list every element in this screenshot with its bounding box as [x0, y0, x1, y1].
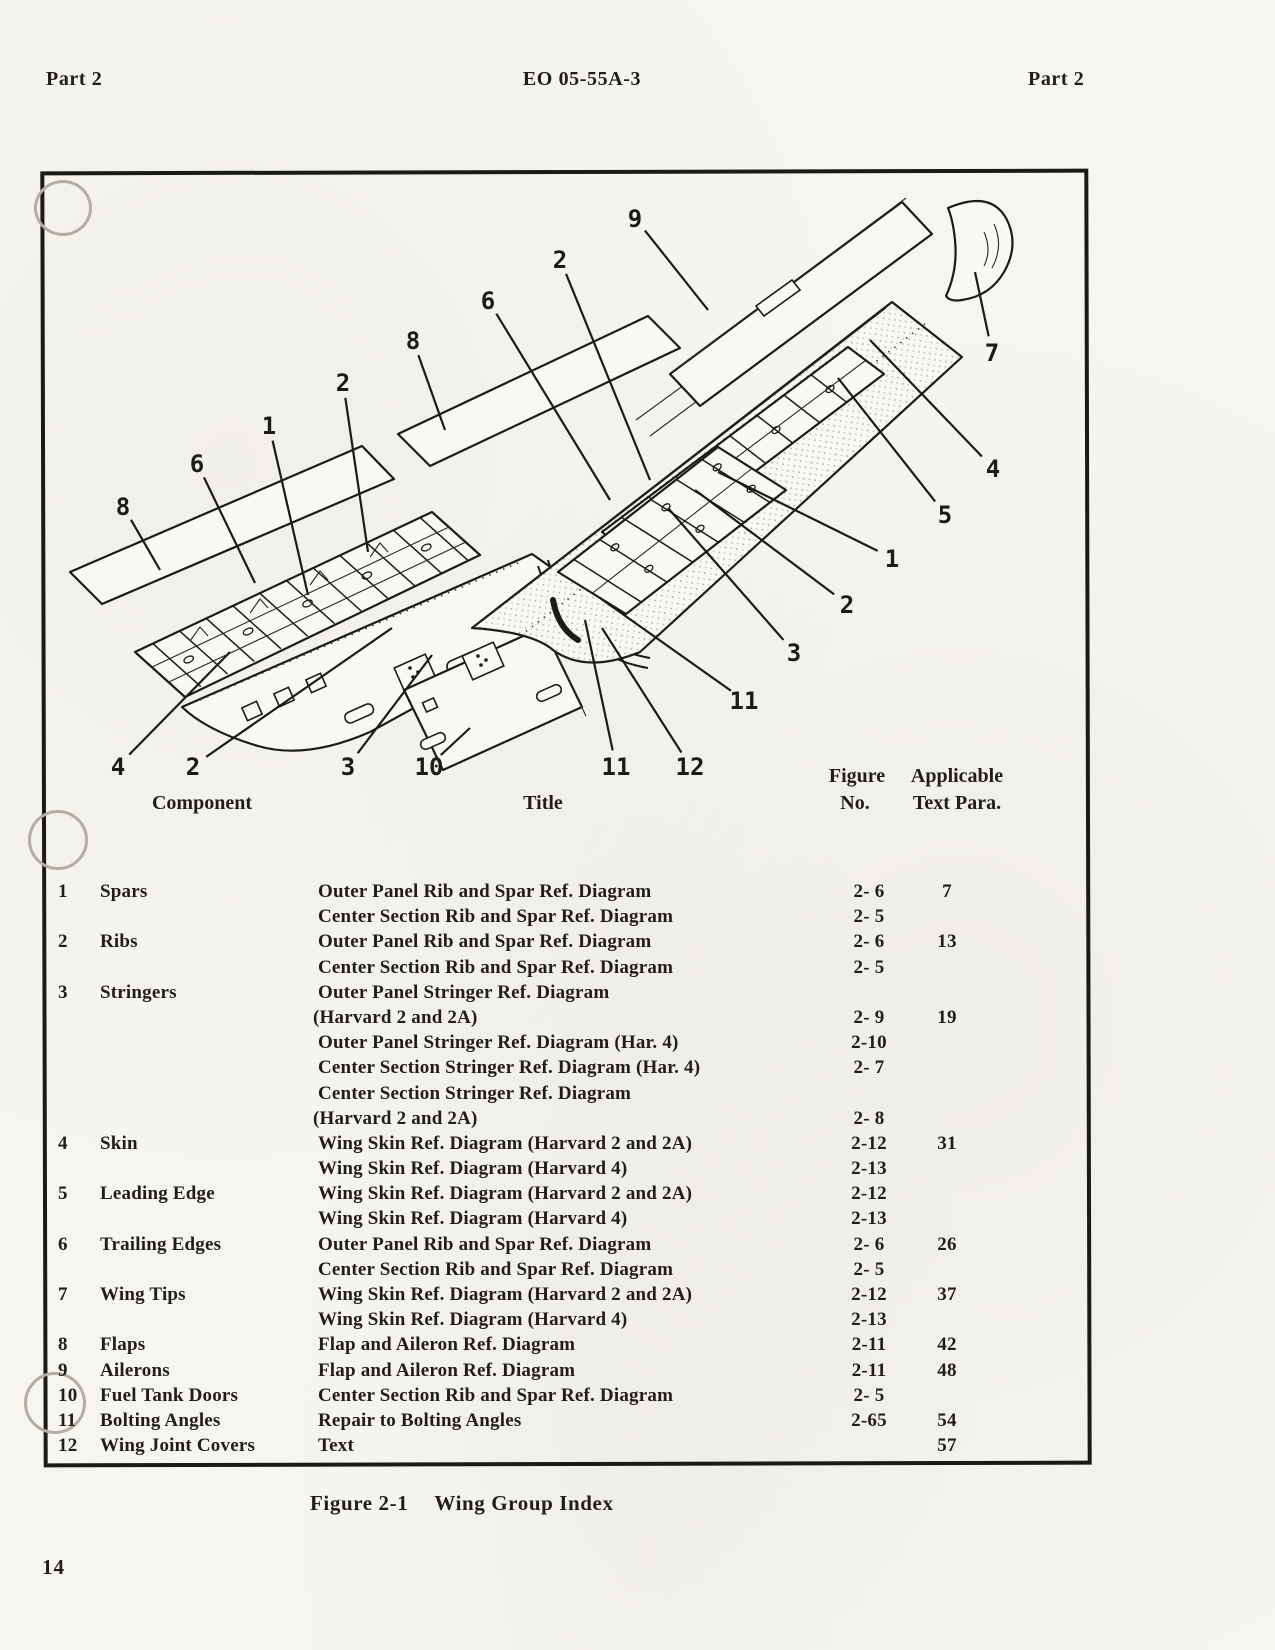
col-header-figure-line1: Figure — [828, 765, 886, 787]
callout-label: 6 — [189, 450, 205, 478]
cell-fig: 2-13 — [851, 1158, 887, 1180]
cell-num: 7 — [58, 1284, 68, 1305]
cell-para: 42 — [937, 1334, 957, 1356]
cell-fig: 2-10 — [851, 1032, 887, 1054]
cell-fig: 2- 6 — [853, 931, 885, 953]
table-row — [58, 906, 1028, 931]
figure-caption-title: Wing Group Index — [434, 1491, 614, 1515]
cell-fig: 2- 7 — [853, 1057, 885, 1079]
cell-title: Outer Panel Rib and Spar Ref. Diagram — [318, 931, 652, 953]
cell-title: Outer Panel Rib and Spar Ref. Diagram — [318, 881, 652, 902]
cell-para: 13 — [937, 931, 957, 953]
cell-comp: Spars — [100, 881, 148, 902]
col-header-para-line1: Applicable — [910, 765, 1004, 787]
cell-title: Repair to Bolting Angles — [318, 1409, 522, 1431]
cell-title: Center Section Rib and Spar Ref. Diagram — [318, 956, 674, 978]
cell-title: Wing Skin Ref. Diagram (Harvard 4) — [318, 1309, 628, 1331]
cell-num: 1 — [58, 881, 68, 902]
cell-comp: Fuel Tank Doors — [100, 1384, 239, 1406]
table-row — [58, 1133, 1028, 1158]
cell-num: 9 — [58, 1359, 68, 1381]
table-row — [58, 1208, 1028, 1233]
col-header-title: Title — [523, 792, 563, 814]
cell-fig: 2-11 — [851, 1334, 887, 1356]
table-row — [58, 957, 1028, 982]
col-header-component: Component — [151, 792, 253, 814]
table-row — [58, 1259, 1028, 1284]
cell-para: 7 — [942, 881, 952, 902]
cell-comp: Ailerons — [100, 1359, 170, 1381]
cell-title: Outer Panel Stringer Ref. Diagram — [318, 981, 610, 1003]
cell-title: (Harvard 2 and 2A) — [313, 1006, 478, 1028]
callout-label: 3 — [340, 753, 356, 781]
center-section-top-skin — [398, 316, 680, 466]
cell-num: 3 — [58, 981, 68, 1003]
table-row — [58, 1032, 1028, 1057]
table-row — [58, 1309, 1028, 1334]
callout-label: 2 — [552, 246, 568, 274]
cell-comp: Bolting Angles — [100, 1409, 221, 1431]
figure-caption-number: Figure 2-1 — [310, 1491, 409, 1515]
cell-num: 10 — [58, 1384, 78, 1406]
cell-comp: Ribs — [100, 931, 138, 953]
table-row — [58, 1410, 1028, 1435]
cell-fig: 2- 5 — [853, 1258, 885, 1280]
callout-label: 3 — [786, 639, 802, 667]
cell-num: 4 — [58, 1132, 68, 1154]
cell-title: Flap and Aileron Ref. Diagram — [318, 1359, 576, 1381]
callout-label: 10 — [414, 753, 444, 781]
cell-title: Wing Skin Ref. Diagram (Harvard 2 and 2A) — [318, 1132, 693, 1154]
cell-num: 8 — [58, 1334, 68, 1356]
cell-num: 2 — [58, 931, 68, 953]
callout-leader-line — [645, 231, 708, 310]
cell-comp: Wing Tips — [100, 1284, 186, 1305]
cell-para: 48 — [937, 1359, 957, 1381]
callout-label: 6 — [480, 287, 496, 315]
table-row — [58, 881, 1028, 906]
table-row — [58, 1108, 1028, 1133]
col-header-figure-line2: No. — [840, 792, 870, 814]
cell-para: 57 — [937, 1435, 957, 1457]
callout-label: 2 — [839, 591, 855, 619]
table-row — [58, 1435, 1028, 1460]
cell-fig: 2-13 — [851, 1309, 887, 1331]
cell-para: 19 — [937, 1006, 957, 1028]
cell-title: Outer Panel Stringer Ref. Diagram (Har. 4) — [318, 1032, 679, 1054]
cell-fig: 2-12 — [851, 1183, 887, 1205]
cell-fig: 2- 5 — [853, 956, 885, 978]
cell-fig: 2- 5 — [853, 1384, 885, 1406]
header-doc-number: EO 05-55A-3 — [522, 68, 642, 90]
cell-title: Text — [318, 1435, 354, 1457]
table-row — [58, 982, 1028, 1007]
cell-title: Center Section Stringer Ref. Diagram — [318, 1082, 632, 1104]
cell-fig: 2-12 — [851, 1284, 887, 1305]
cell-title: Flap and Aileron Ref. Diagram — [318, 1334, 576, 1356]
table-row — [58, 1158, 1028, 1183]
table-row — [58, 1083, 1028, 1108]
cell-comp: Stringers — [100, 981, 177, 1003]
col-header-para-line2: Text Para. — [912, 792, 1002, 814]
callout-label: 11 — [729, 687, 759, 715]
cell-fig: 2- 9 — [853, 1006, 885, 1028]
header-part-right: Part 2 — [1028, 68, 1085, 90]
callout-label: 1 — [261, 412, 277, 440]
callout-label: 12 — [675, 753, 705, 781]
table-row — [58, 1007, 1028, 1032]
cell-fig: 2- 5 — [853, 906, 885, 928]
callout-label: 11 — [601, 753, 631, 781]
cell-comp: Flaps — [100, 1334, 146, 1356]
cell-para: 54 — [937, 1409, 957, 1431]
cell-fig: 2-11 — [851, 1359, 887, 1381]
cell-fig: 2- 6 — [853, 881, 885, 902]
callout-label: 5 — [937, 501, 953, 529]
page-number: 14 — [42, 1555, 65, 1579]
cell-title: (Harvard 2 and 2A) — [313, 1107, 478, 1129]
callout-label: 8 — [115, 493, 131, 521]
table-row — [58, 1385, 1028, 1410]
callout-label: 2 — [185, 753, 201, 781]
header-part-left: Part 2 — [46, 68, 103, 90]
cell-title: Center Section Rib and Spar Ref. Diagram — [318, 906, 674, 928]
cell-comp: Wing Joint Covers — [100, 1435, 256, 1457]
callout-label: 1 — [884, 545, 900, 573]
wing-group-index-table — [58, 881, 1028, 1460]
callout-label: 7 — [984, 339, 1000, 367]
cell-title: Outer Panel Rib and Spar Ref. Diagram — [318, 1233, 652, 1255]
cell-fig: 2-12 — [851, 1132, 887, 1154]
cell-title: Wing Skin Ref. Diagram (Harvard 2 and 2A) — [318, 1183, 693, 1205]
cell-num: 12 — [58, 1435, 78, 1457]
cell-fig: 2-13 — [851, 1208, 887, 1230]
callout-label: 4 — [110, 753, 126, 781]
callout-label: 9 — [627, 205, 643, 233]
table-row — [58, 1334, 1028, 1359]
table-row — [58, 1284, 1028, 1309]
cell-comp: Trailing Edges — [100, 1233, 222, 1255]
cell-comp: Leading Edge — [100, 1183, 215, 1205]
table-row — [58, 1183, 1028, 1208]
cell-comp: Skin — [100, 1132, 138, 1154]
table-row — [58, 1234, 1028, 1259]
cell-title: Wing Skin Ref. Diagram (Harvard 4) — [318, 1158, 628, 1180]
cell-num: 11 — [58, 1409, 77, 1431]
cell-para: 37 — [937, 1284, 957, 1305]
cell-num: 5 — [58, 1183, 68, 1205]
callout-label: 8 — [405, 327, 421, 355]
cell-title: Center Section Rib and Spar Ref. Diagram — [318, 1384, 674, 1406]
callout-label: 2 — [335, 369, 351, 397]
table-row — [58, 1057, 1028, 1082]
cell-fig: 2- 8 — [853, 1107, 885, 1129]
table-row — [58, 931, 1028, 956]
cell-num: 6 — [58, 1233, 68, 1255]
table-row — [58, 1360, 1028, 1385]
cell-title: Center Section Rib and Spar Ref. Diagram — [318, 1258, 674, 1280]
cell-title: Center Section Stringer Ref. Diagram (Har. 4) — [318, 1057, 701, 1079]
cell-title: Wing Skin Ref. Diagram (Harvard 4) — [318, 1208, 628, 1230]
callout-label: 4 — [985, 455, 1001, 483]
cell-fig: 2- 6 — [853, 1233, 885, 1255]
wing-tip — [946, 201, 1013, 301]
figure-caption — [310, 1491, 614, 1516]
cell-para: 26 — [937, 1233, 957, 1255]
cell-title: Wing Skin Ref. Diagram (Harvard 2 and 2A) — [318, 1284, 693, 1305]
cell-para: 31 — [937, 1132, 957, 1154]
cell-fig: 2-65 — [851, 1409, 887, 1431]
